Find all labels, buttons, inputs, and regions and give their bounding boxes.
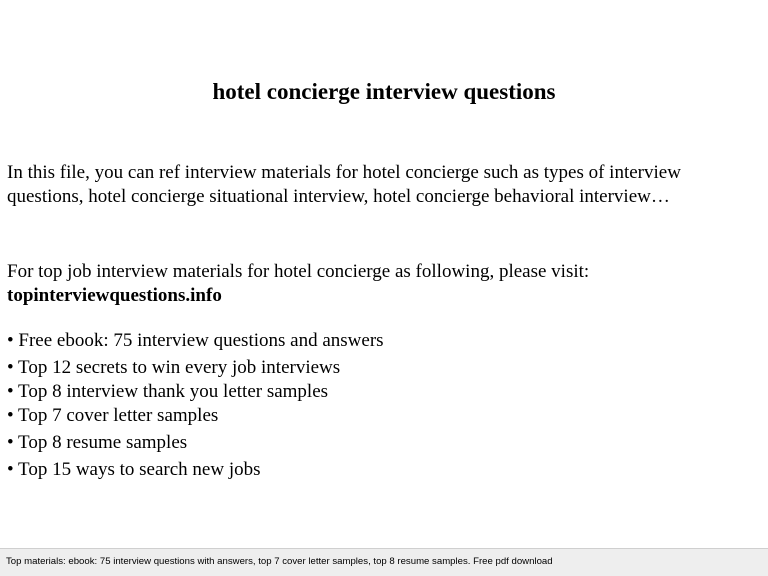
- list-item: • Free ebook: 75 interview questions and answers: [7, 330, 384, 351]
- list-item: • Top 8 resume samples: [7, 432, 188, 453]
- list-item: • Top 12 secrets to win every job interviews: [7, 357, 341, 378]
- visit-text: For top job interview materials for hotel concierge as following, please visit:: [7, 261, 590, 282]
- materials-list: [7, 327, 757, 483]
- site-link[interactable]: topinterviewquestions.info: [7, 285, 222, 306]
- list-item: • Top 15 ways to search new jobs: [7, 459, 261, 480]
- visit-paragraph: [7, 260, 757, 308]
- list-item: • Top 7 cover letter samples: [7, 405, 219, 426]
- footer-bar: [0, 548, 768, 576]
- list-item: • Top 8 interview thank you letter samples: [7, 381, 329, 402]
- intro-paragraph: In this file, you can ref interview materials for hotel concierge such as types of interview questions, hotel concierge situational interview, hotel concierge behavioral interview…: [7, 162, 681, 207]
- slide-title: hotel concierge interview questions: [212, 79, 556, 104]
- footer-text: Top materials: ebook: 75 interview questions with answers, top 7 cover letter samples, top 8 resume samples. Free pdf download: [6, 556, 553, 567]
